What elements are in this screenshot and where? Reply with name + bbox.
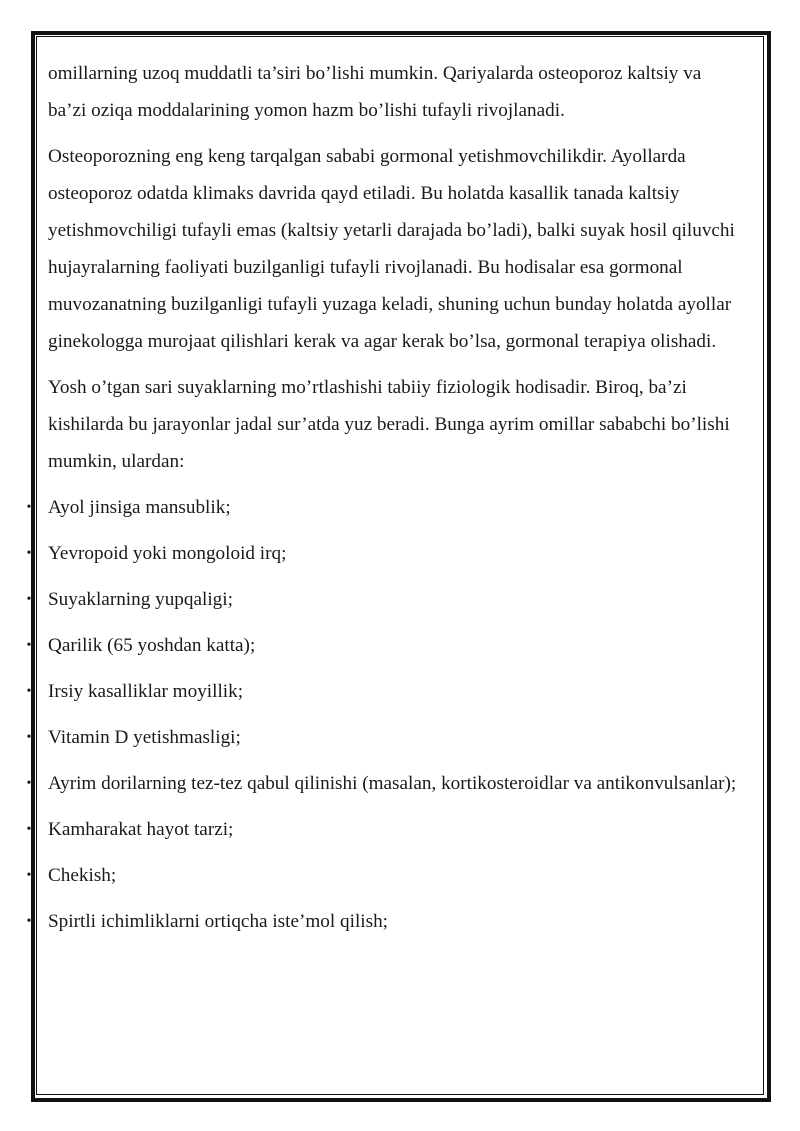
list-item xyxy=(26,489,738,526)
list-item xyxy=(26,673,738,710)
bullet-icon: • xyxy=(26,592,32,607)
list-item xyxy=(26,903,738,940)
bullet-icon: • xyxy=(26,546,32,561)
list-item-text: Qarilik (65 yoshdan katta); xyxy=(48,635,256,656)
bullet-icon: • xyxy=(26,684,32,699)
list-item-text: Spirtli ichimliklarni ortiqcha iste’mol qilish; xyxy=(48,911,389,932)
list-item xyxy=(26,535,738,572)
list-item-text: Suyaklarning yupqaligi; xyxy=(48,589,233,610)
paragraph: Yosh o’tgan sari suyaklarning mo’rtlashishi tabiiy fiziologik hodisadir. Biroq, ba’zi kishilarda bu jarayonlar jadal sur’atda yuz beradi. Bunga ayrim omillar sababchi bo’lishi mumkin, ulardan: xyxy=(48,377,730,472)
paragraph: omillarning uzoq muddatli ta’siri bo’lishi mumkin. Qariyalarda osteoporoz kaltsiy va ba’zi oziqa moddalarining yomon hazm bo’lishi tufayli rivojlanadi. xyxy=(48,63,702,121)
paragraph: Osteoporozning eng keng tarqalgan sababi gormonal yetishmovchilikdir. Ayollarda osteoporoz odatda klimaks davrida qayd etiladi. Bu holatda kasallik tanada kaltsiy yetishmovchiligi tufayli emas (kaltsiy yetarli darajada bo’ladi), balki suyak hosil qiluvchi hujayralarning faoliyati buzilganligi tufayli rivojlanadi. Bu hodisalar esa gormonal muvozanatning buzilganligi tufayli yuzaga keladi, shuning uchun bunday holatda ayollar ginekologga murojaat qilishlari kerak va agar kerak bo’lsa, gormonal terapiya olishadi. xyxy=(48,146,735,352)
list-item-text: Ayrim dorilarning tez-tez qabul qilinishi (masalan, kortikosteroidlar va antikonvulsanlar); xyxy=(48,773,737,794)
document-body xyxy=(26,55,738,949)
list-item-text: Ayol jinsiga mansublik; xyxy=(48,497,231,518)
list-item-text: Irsiy kasalliklar moyillik; xyxy=(48,681,244,702)
list-item-text: Kamharakat hayot tarzi; xyxy=(48,819,234,840)
risk-factor-list xyxy=(26,489,738,940)
bullet-icon: • xyxy=(26,822,32,837)
bullet-icon: • xyxy=(26,914,32,929)
list-item xyxy=(26,627,738,664)
list-item-text: Yevropoid yoki mongoloid irq; xyxy=(48,543,287,564)
list-item xyxy=(26,581,738,618)
bullet-icon: • xyxy=(26,776,32,791)
bullet-icon: • xyxy=(26,500,32,515)
list-item xyxy=(26,765,738,802)
list-item xyxy=(26,811,738,848)
list-item-text: Chekish; xyxy=(48,865,117,886)
bullet-icon: • xyxy=(26,730,32,745)
list-item xyxy=(26,719,738,756)
list-item-text: Vitamin D yetishmasligi; xyxy=(48,727,241,748)
bullet-icon: • xyxy=(26,868,32,883)
list-item xyxy=(26,857,738,894)
bullet-icon: • xyxy=(26,638,32,653)
